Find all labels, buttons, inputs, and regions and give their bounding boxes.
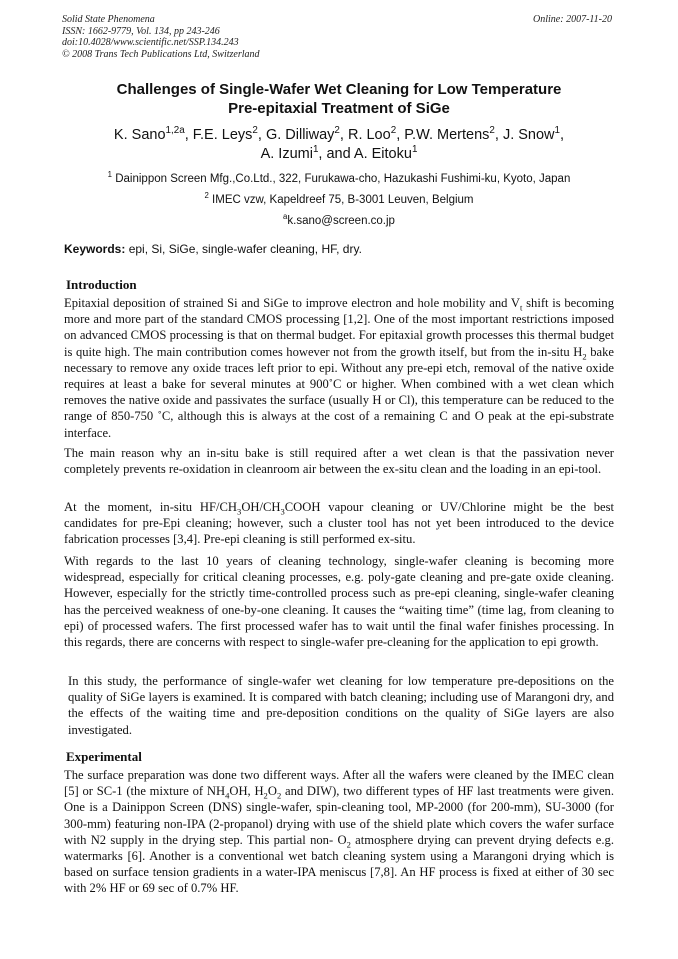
online-date: Online: 2007-11-20 xyxy=(533,14,612,25)
subscript: 2 xyxy=(346,839,351,850)
email-mark: a xyxy=(283,212,288,222)
text-run: bake necessary to remove any oxide traces left prior to epi. Without any pre-epi etch, removal of the native oxide requires at least a bake for several minutes at 900˚C or higher. When combined with a wet clean which removes the native oxide and passivates the surface (usually H or Cl), this temperature can be reduced to the range of 850-750 ˚C, although this is always at the cost of a remaining C and O peak at the epi-substrate interface. xyxy=(64,344,614,440)
author-sup: 2 xyxy=(489,125,495,137)
copyright-line: © 2008 Trans Tech Publications Ltd, Switzerland xyxy=(62,48,260,60)
affiliation-text: Dainippon Screen Mfg.,Co.Ltd., 322, Furukawa-cho, Hazukashi Fushimi-ku, Kyoto, Japan xyxy=(115,173,571,185)
text-run: and DIW), two different types of HF last treatments were given. One is a Dainippon Screen (DNS) single-wafer, spin-cleaning tool, MP-2000 (for 200-mm), SU-3000 (for 300-mm) featuring non-IPA (2-propanol) drying with use of the shield plate which covers the wafer surface with N2 supply in the drying step. This partial non- O xyxy=(64,784,614,847)
keywords-text: epi, Si, SiGe, single-wafer cleaning, HF, dry. xyxy=(125,242,362,256)
author-name: F.E. Leys xyxy=(192,127,253,143)
title-line-1: Challenges of Single-Wafer Wet Cleaning for Low Temperature xyxy=(116,81,562,98)
text-run: At the moment, in-situ HF/CH xyxy=(64,500,238,514)
paragraph: With regards to the last 10 years of cleaning technology, single-wafer cleaning is becoming more widespread, especially for critical cleaning processes, e.g. poly-gate cleaning and pre-gate oxide cleaning. However, especially for the strictly time-controlled process such as pre-epi cleaning, single-wafer cleaning has the perceived weakness of one-by-one cleaning. It causes the “waiting time” (time lag, from cleaning to epi) of processed wafers. The first processed wafer has to wait until the final wafer finishes processing. In this regards, there are concerns with respect to single-wafer pre-cleaning for the application to epi growth. xyxy=(64,554,614,650)
author-name: R. Loo xyxy=(347,127,391,143)
author-sup: 2 xyxy=(334,125,340,137)
email-address: k.sano@screen.co.jp xyxy=(287,215,395,227)
author-name: K. Sano xyxy=(113,127,166,143)
subscript: 3 xyxy=(237,506,242,517)
text-run: The surface preparation was done two different ways. After all the wafers were cleaned by the IMEC clean [5] or SC-1 (the mixture of NH xyxy=(64,768,614,799)
keywords-label: Keywords: xyxy=(64,242,126,256)
paper-title xyxy=(40,80,638,118)
author-name: A. Eitoku xyxy=(353,146,412,162)
text-run: Epitaxial deposition of strained Si and SiGe to improve electron and hole mobility and V xyxy=(64,296,521,310)
text-run: atmosphere drying can prevent drying defects e.g. watermarks [6]. Another is a conventional wet batch cleaning system using a Marangoni drying which is based on surface tension gradients in a water-IPA meniscus [7,8]. An HF process is fixed at either of 30 sec with 2% HF or 69 sec of 0.7% HF. xyxy=(64,832,614,896)
text-run: shift is becoming more and more part of the standard CMOS processing [1,2]. One of the most important restrictions imposed on advanced CMOS processing is that on thermal budget. For epitaxial growth processes this thermal budget is quite high. The main contribution comes however not from the growth itself, but from the in-situ H xyxy=(64,296,614,359)
author-list xyxy=(40,126,638,164)
paragraph xyxy=(64,767,614,897)
author-separator: , xyxy=(257,127,266,143)
section-heading-experimental: Experimental xyxy=(66,749,142,764)
text-run: OH/CH xyxy=(241,500,281,514)
contact-email xyxy=(40,214,638,228)
affiliation-text: IMEC vzw, Kapeldreef 75, B-3001 Leuven, Belgium xyxy=(212,194,474,206)
author-separator: , xyxy=(560,127,565,143)
author-separator: , xyxy=(184,127,193,143)
paragraph: In this study, the performance of single-wafer wet cleaning for low temperature pre-depositions on the quality of SiGe layers is examined. It is compared with batch cleaning; including use of Marangoni dry, and the effects of the waiting time and pre-deposition conditions on the quality of SiGe layers are also investigated. xyxy=(68,674,614,737)
subscript: 2 xyxy=(263,790,268,801)
subscript: t xyxy=(520,302,523,313)
affiliation-2 xyxy=(40,193,638,207)
paragraph: The main reason why an in-situ bake is still required after a wet clean is that the passivation never completely prevents re-oxidation in cleanroom air between the ex-situ clean and the loading in an epi-tool. xyxy=(64,446,614,477)
author-name: J. Snow xyxy=(502,127,555,143)
author-separator: , and xyxy=(318,146,354,162)
author-sup: 1,2a xyxy=(165,125,185,137)
text-run: COOH vapour cleaning or UV/Chlorine might be the best candidates for pre-Epi cleaning; however, such a cluster tool has not yet been introduced to the device fabrication processes [3,4]. Pre-epi cleaning is still performed ex-situ. xyxy=(64,500,614,547)
text-run: O xyxy=(267,784,277,799)
author-separator: , xyxy=(339,127,348,143)
author-name: G. Dilliway xyxy=(265,127,335,143)
author-name: A. Izumi xyxy=(260,146,313,162)
title-line-2: Pre-epitaxial Treatment of SiGe xyxy=(228,100,450,117)
subscript: 3 xyxy=(280,506,285,517)
author-sup: 1 xyxy=(312,144,319,156)
author-separator: , xyxy=(494,127,503,143)
author-sup: 1 xyxy=(554,125,561,137)
section-heading-introduction: Introduction xyxy=(66,277,137,292)
subscript: 2 xyxy=(582,351,587,362)
keywords xyxy=(64,242,614,257)
issn-line: ISSN: 1662-9779, Vol. 134, pp 243-246 xyxy=(62,25,220,37)
journal-name: Solid State Phenomena xyxy=(62,14,155,25)
author-name: P.W. Mertens xyxy=(404,127,490,143)
author-sup: 1 xyxy=(411,144,418,156)
author-sup: 2 xyxy=(390,125,397,137)
author-sup: 2 xyxy=(252,125,258,137)
doi-line: doi:10.4028/www.scientific.net/SSP.134.243 xyxy=(62,37,239,48)
text-run: OH, H xyxy=(229,784,264,799)
journal-header xyxy=(62,14,260,60)
paragraph xyxy=(64,295,614,441)
affiliation-mark: 2 xyxy=(204,191,209,201)
subscript: 4 xyxy=(225,790,230,801)
affiliation-mark: 1 xyxy=(107,170,113,180)
affiliation-1 xyxy=(40,172,638,186)
subscript: 2 xyxy=(276,790,282,801)
paragraph xyxy=(64,499,614,548)
author-separator: , xyxy=(396,127,405,143)
